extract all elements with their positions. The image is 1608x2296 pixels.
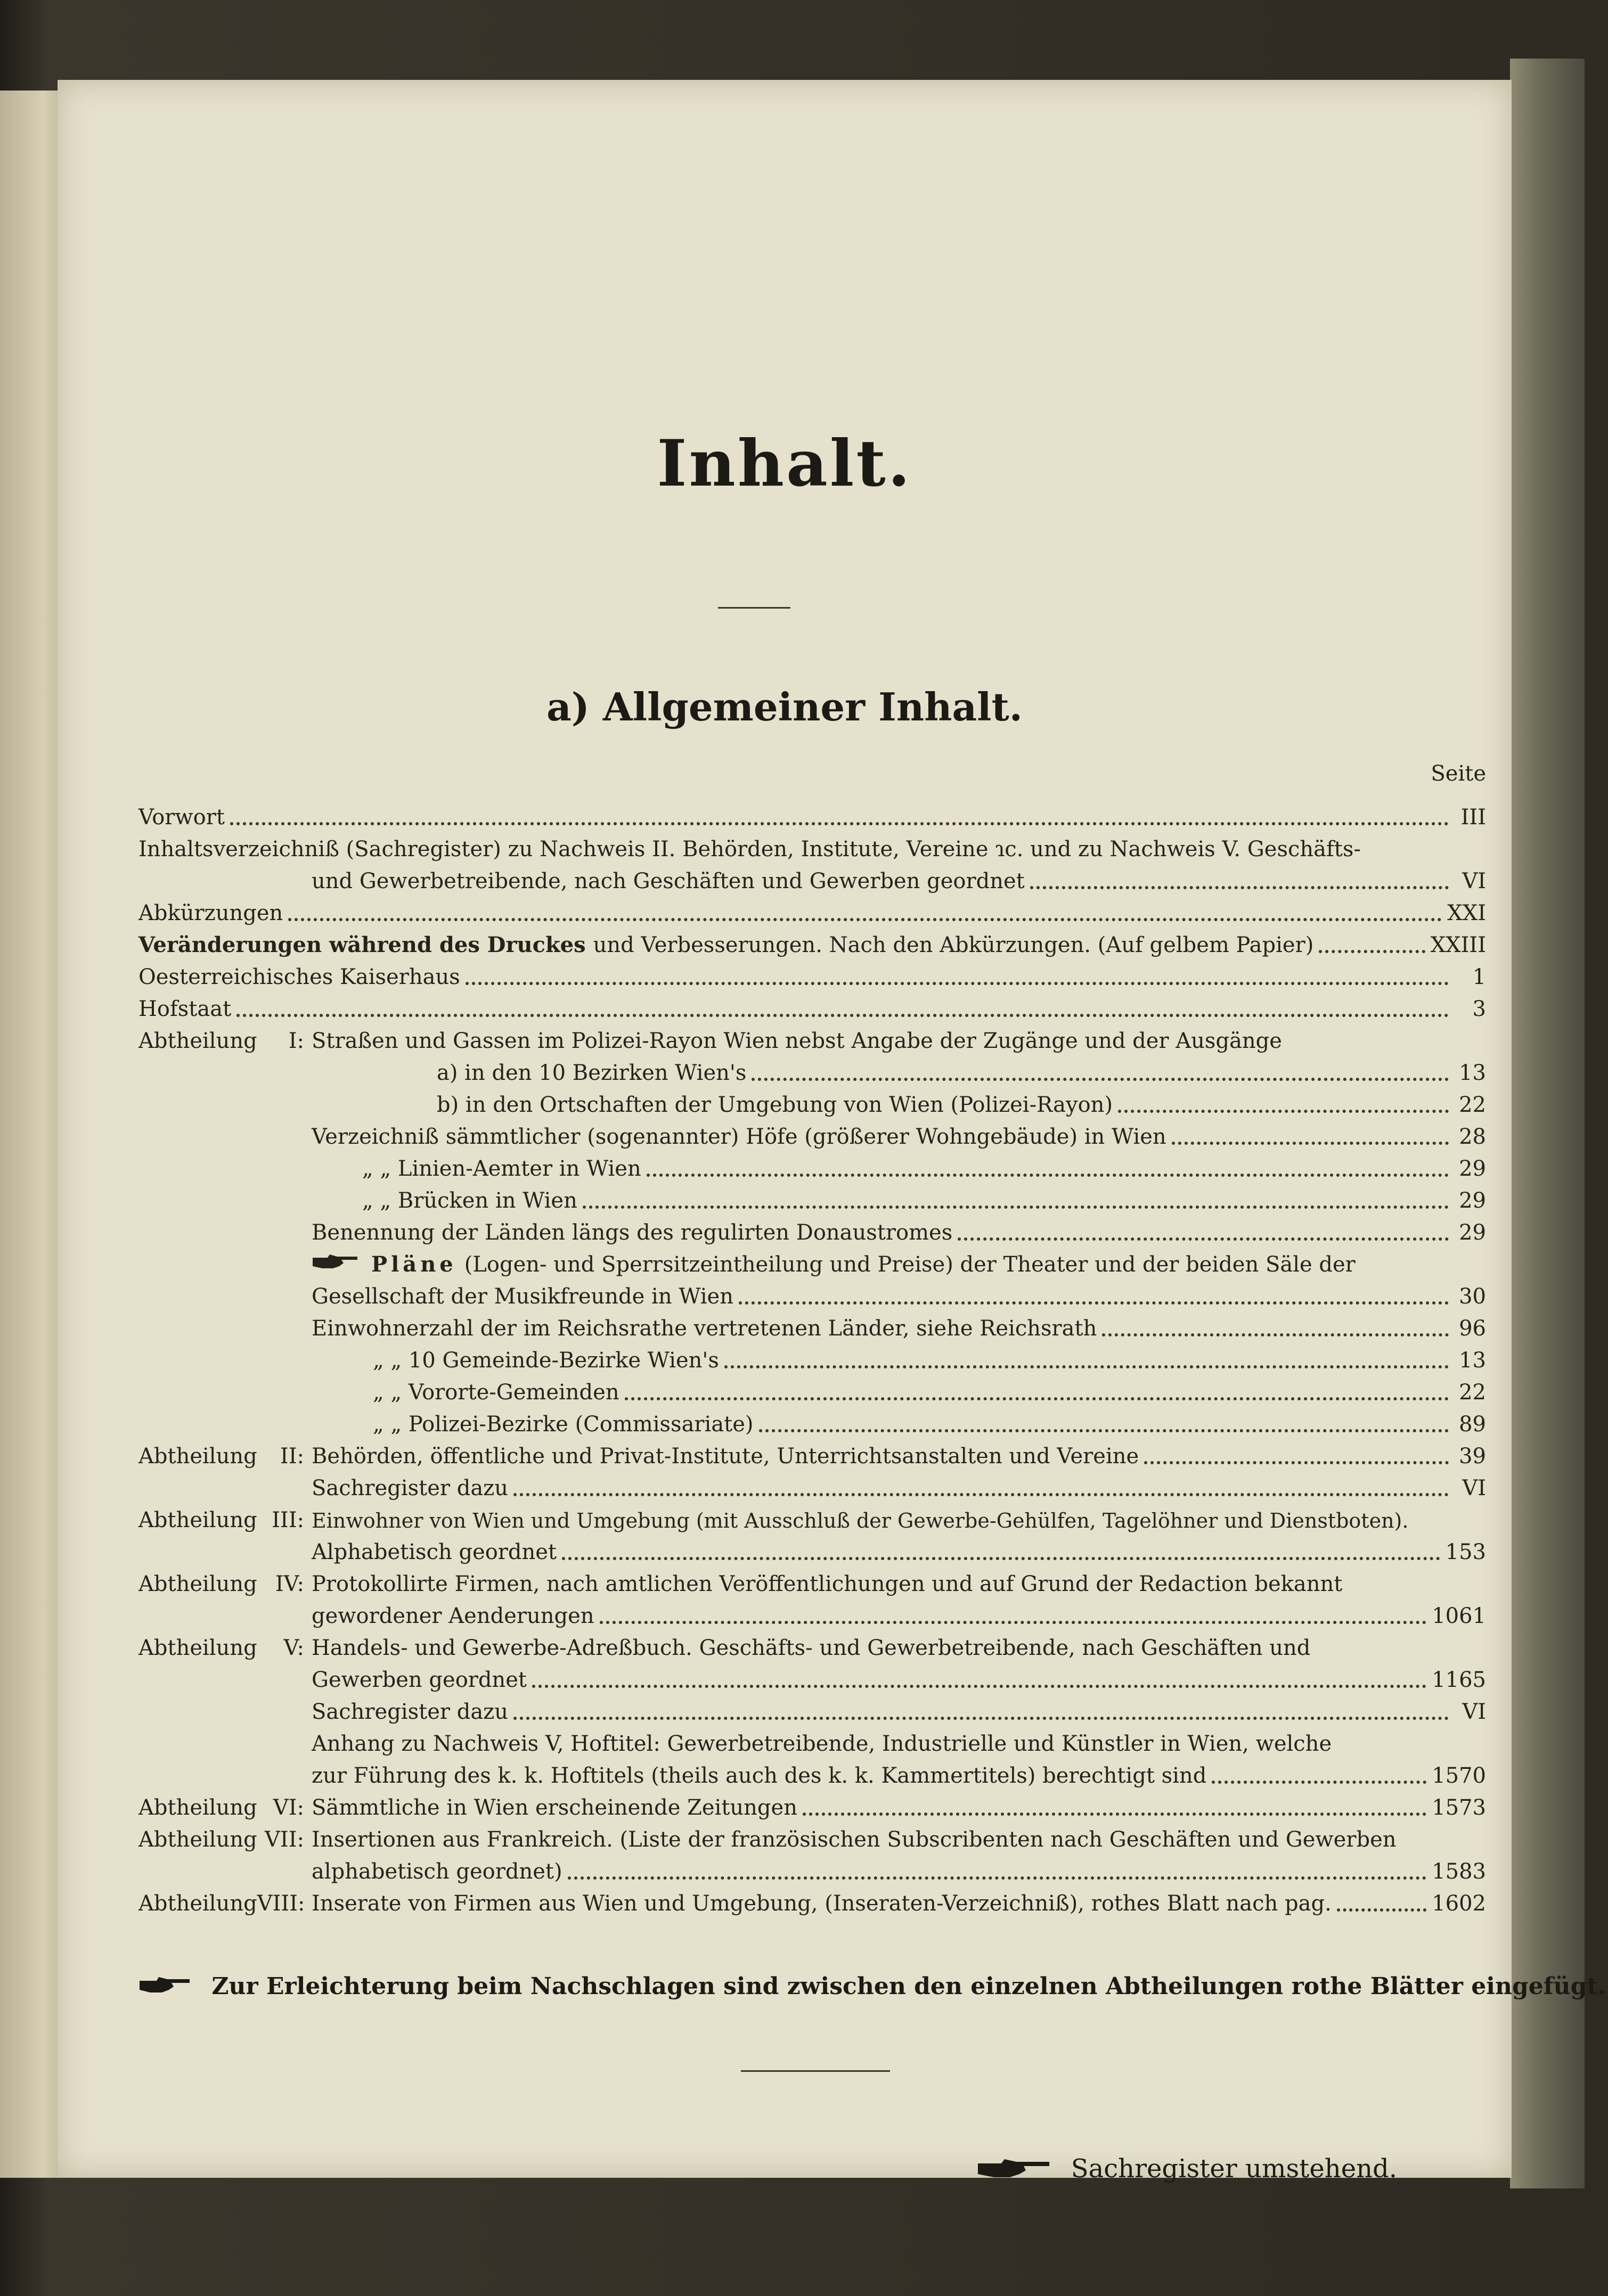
toc-page: 22 [1459, 1380, 1486, 1405]
note-text: Zur Erleichterung beim Nachschlagen sind zwischen den einzelnen Abtheilungen rothe Blätter eingefügt. [211, 1973, 1606, 2000]
toc-row [138, 1661, 1486, 1692]
leader-dots [1118, 1086, 1449, 1113]
toc-row [138, 1278, 1486, 1309]
bottom-divider [741, 2070, 890, 2072]
toc-page: 39 [1459, 1444, 1486, 1469]
toc-row [138, 958, 1486, 989]
toc-text: Benennung der Länden längs des regulirten Donaustromes [312, 1220, 953, 1245]
toc-text: und Gewerbetreibende, nach Geschäften und Gewerben geordnet [312, 869, 1025, 893]
toc-text: Behörden, öffentliche und Privat-Institute, Unterrichtsanstalten und Vereine [312, 1444, 1139, 1469]
toc-row [138, 1054, 1486, 1085]
toc-page: XXIII [1430, 933, 1486, 957]
toc-row [138, 1374, 1486, 1405]
leader-dots [647, 1150, 1449, 1177]
title-divider [718, 607, 790, 609]
leader-dots [513, 1470, 1449, 1496]
toc-text: Handels- und Gewerbe-Adreßbuch. Geschäfts- und Gewerbetreibende, nach Geschäften und [312, 1636, 1311, 1660]
toc-text-bold: Veränderungen während des Druckes [138, 932, 586, 957]
toc-page: VI [1462, 1476, 1486, 1500]
footer-reference [977, 2154, 1398, 2186]
division-label: Abtheilung I: [138, 1029, 304, 1053]
toc-page: 1602 [1432, 1891, 1486, 1916]
leader-dots [466, 958, 1449, 985]
toc-page: 29 [1459, 1188, 1486, 1213]
toc-row [138, 926, 1486, 957]
division-label: Abtheilung VIII: [138, 1891, 305, 1916]
leader-dots [1319, 926, 1425, 953]
toc-text: Einwohnerzahl der im Reichsrathe vertretenen Länder, siehe Reichsrath [312, 1316, 1097, 1341]
toc-row [138, 1597, 1486, 1628]
toc-text: a) in den 10 Bezirken Wien's [437, 1061, 747, 1085]
toc-row [138, 1182, 1486, 1213]
toc-page: 96 [1459, 1316, 1486, 1341]
toc-text: Sachregister dazu [312, 1476, 509, 1500]
pointing-hand-icon [977, 2156, 1051, 2186]
toc-text: „ „ 10 Gemeinde-Bezirke Wien's [373, 1348, 719, 1373]
toc-page: 153 [1445, 1540, 1486, 1564]
toc-page: 29 [1459, 1220, 1486, 1245]
leader-dots [958, 1214, 1449, 1241]
toc-text: gewordener Aenderungen [312, 1604, 594, 1628]
toc-text: „ „ Polizei-Bezirke (Commissariate) [373, 1412, 754, 1437]
toc-page: 1583 [1432, 1859, 1486, 1884]
toc-page: 1165 [1432, 1668, 1486, 1692]
division-label: Abtheilung VI: [138, 1795, 304, 1820]
toc-text: Protokollirte Firmen, nach amtlichen Veröffentlichungen und auf Grund der Redaction bekannt [312, 1572, 1343, 1596]
page-column-header: Seite [1431, 761, 1486, 786]
division-label: Abtheilung V: [138, 1636, 304, 1660]
leader-dots [1102, 1310, 1449, 1336]
toc-row [138, 1502, 1486, 1532]
division-label: Abtheilung IV: [138, 1572, 304, 1596]
toc-text: Vorwort [138, 805, 225, 830]
toc-page: 89 [1459, 1412, 1486, 1437]
leader-dots [759, 1406, 1449, 1432]
section-subtitle: a) Allgemeiner Inhalt. [546, 684, 1023, 729]
leader-dots [1144, 1438, 1449, 1464]
toc-text: Verzeichniß sämmtlicher (sogenannter) Höfe (größerer Wohngebäude) in Wien [312, 1125, 1166, 1149]
toc-page: VI [1462, 1700, 1486, 1724]
toc-row [138, 1246, 1486, 1277]
leader-dots [600, 1597, 1427, 1624]
toc-page: VI [1462, 869, 1486, 893]
leader-dots [803, 1789, 1426, 1816]
toc-row [138, 1629, 1486, 1660]
toc-row [138, 1789, 1486, 1820]
toc-row [138, 990, 1486, 1021]
leader-dots [739, 1278, 1449, 1305]
toc-row [138, 1086, 1486, 1117]
leader-dots [230, 799, 1449, 825]
toc-page: 29 [1459, 1157, 1486, 1181]
toc-text: und Verbesserungen. Nach den Abkürzungen. (Auf gelbem Papier) [593, 933, 1314, 957]
toc-row [138, 1757, 1486, 1788]
leader-dots [236, 990, 1449, 1017]
toc-row [138, 831, 1486, 862]
leader-dots [1212, 1757, 1426, 1784]
toc-row [138, 1214, 1486, 1245]
footer-text: Sachregister umstehend. [1071, 2154, 1397, 2184]
toc-row [138, 1470, 1486, 1500]
toc-page: 1 [1472, 965, 1486, 989]
toc-page: 13 [1459, 1348, 1486, 1373]
toc-text: Abkürzungen [138, 901, 283, 925]
leader-dots [1337, 1885, 1426, 1912]
toc-row [138, 1342, 1486, 1373]
division-label: Abtheilung VII: [138, 1827, 304, 1852]
leader-dots [562, 1534, 1440, 1560]
toc-row [138, 1310, 1486, 1341]
toc-text: Alphabetisch geordnet [312, 1540, 557, 1564]
toc-page: XXI [1447, 901, 1486, 925]
leader-dots [568, 1853, 1427, 1880]
toc-row [138, 1534, 1486, 1564]
toc-text: „ „ Vororte-Gemeinden [373, 1380, 619, 1405]
toc-row [138, 799, 1486, 830]
toc-row [138, 1438, 1486, 1469]
toc-text: Hofstaat [138, 997, 232, 1021]
division-label: Abtheilung II: [138, 1444, 304, 1469]
toc-text: zur Führung des k. k. Hoftitels (theils auch des k. k. Kammertitels) berechtigt sind [312, 1764, 1207, 1788]
toc-page: 30 [1459, 1284, 1486, 1309]
right-page-edge [1510, 59, 1585, 2188]
toc-row [138, 1150, 1486, 1181]
toc-row [138, 1885, 1486, 1916]
toc-row [138, 1853, 1486, 1884]
leader-dots [513, 1693, 1449, 1720]
pointing-hand-icon [138, 1974, 192, 2002]
toc-row [138, 1565, 1486, 1596]
toc-text: Insertionen aus Frankreich. (Liste der französischen Subscribenten nach Geschäften und Gewerben [312, 1827, 1397, 1852]
leader-dots [288, 895, 1442, 921]
leader-dots [724, 1342, 1449, 1368]
leader-dots [625, 1374, 1449, 1400]
toc-page: 13 [1459, 1061, 1486, 1085]
toc-text: „ „ Brücken in Wien [362, 1188, 577, 1213]
toc-text: Gesellschaft der Musikfreunde in Wien [312, 1284, 733, 1309]
toc-row [138, 1022, 1486, 1053]
toc-text: Straßen und Gassen im Polizei-Rayon Wien nebst Angabe der Zugänge und der Ausgänge [312, 1029, 1282, 1053]
toc-row [138, 863, 1486, 893]
leader-dots [1030, 863, 1449, 889]
toc-text: Einwohner von Wien und Umgebung (mit Ausschluß der Gewerbe-Gehülfen, Tagelöhner und Dienstboten). [312, 1509, 1409, 1532]
leader-dots [532, 1661, 1426, 1688]
toc-text: Gewerben geordnet [312, 1668, 527, 1692]
toc-text: Anhang zu Nachweis V, Hoftitel: Gewerbetreibende, Industrielle und Künstler in Wien, welche [312, 1732, 1332, 1756]
toc-text-bold: Pläne [371, 1252, 457, 1277]
pointing-hand-icon [312, 1252, 360, 1277]
toc-text: (Logen- und Sperrsitzeintheilung und Preise) der Theater und der beiden Säle der [464, 1252, 1356, 1277]
toc-page: 3 [1472, 997, 1486, 1021]
toc-row [138, 1725, 1486, 1756]
toc-row [138, 1821, 1486, 1852]
toc-text: Sachregister dazu [312, 1700, 509, 1724]
toc-text: b) in den Ortschaften der Umgebung von Wien (Polizei-Rayon) [437, 1093, 1113, 1117]
leader-dots [583, 1182, 1449, 1209]
leader-dots [752, 1054, 1449, 1081]
toc-row [138, 1693, 1486, 1724]
toc-text: Inhaltsverzeichniß (Sachregister) zu Nachweis II. Behörden, Institute, Vereine ɿc. und zu Nachweis V. Geschäfts- [138, 837, 1361, 862]
toc-page: 1573 [1432, 1795, 1486, 1820]
toc-text: Inserate von Firmen aus Wien und Umgebung, (Inseraten-Verzeichniß), rothes Blatt nach pag. [312, 1891, 1332, 1916]
toc-row [138, 1406, 1486, 1437]
toc-row [138, 1118, 1486, 1149]
toc-page: 1061 [1432, 1604, 1486, 1628]
division-label: Abtheilung III: [138, 1508, 304, 1532]
toc-text: Sämmtliche in Wien erscheinende Zeitungen [312, 1795, 797, 1820]
toc-page: 22 [1459, 1093, 1486, 1117]
page-title: Inhalt. [657, 426, 912, 501]
document-page [58, 80, 1606, 2184]
toc-row [138, 895, 1486, 925]
leader-dots [1172, 1118, 1449, 1145]
red-pages-note [138, 1973, 1606, 2002]
toc-page: 28 [1459, 1125, 1486, 1149]
toc-text: „ „ Linien-Aemter in Wien [362, 1157, 641, 1181]
left-page-edge [0, 91, 61, 2178]
toc-page: III [1460, 805, 1486, 830]
toc-text: alphabetisch geordnet) [312, 1859, 562, 1884]
toc-text: Oesterreichisches Kaiserhaus [138, 965, 460, 989]
toc-page: 1570 [1432, 1764, 1486, 1788]
